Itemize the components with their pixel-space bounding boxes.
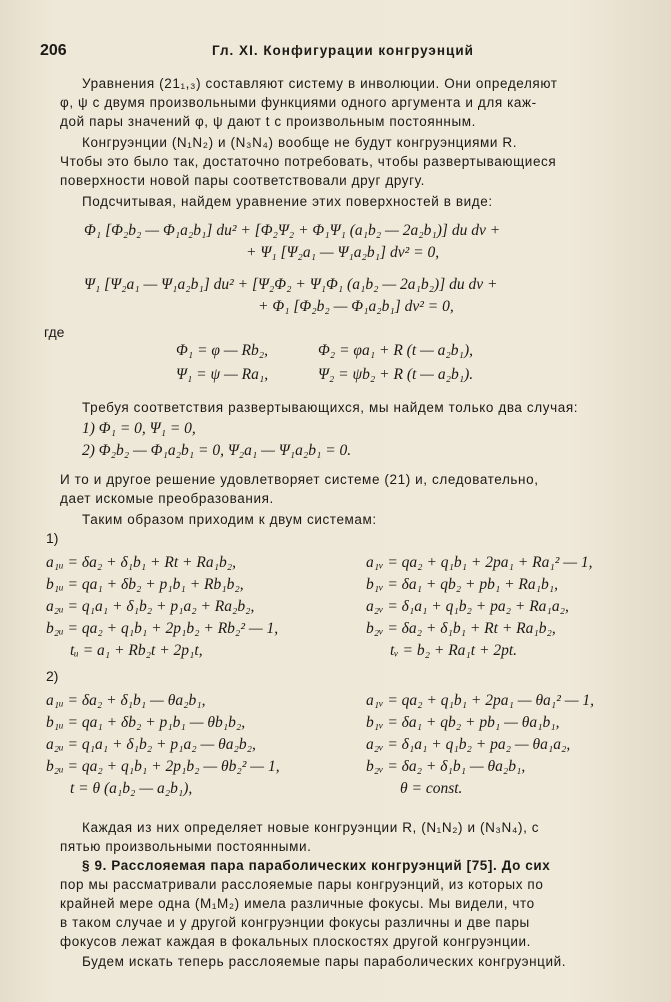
equation-line: Ψ₁ [Ψ₂a₁ — Ψ₁a₂b₁] du² + [Ψ₂Φ₂ + Ψ₁Φ₁ (a₁b₂ — 2a₁b₂)] du dv + bbox=[84, 276, 498, 293]
paragraph-two-systems bbox=[60, 510, 640, 529]
case-1: 1) Φ₁ = 0, Ψ₁ = 0, bbox=[82, 420, 196, 437]
equation-line: + Ψ₁ [Ψ₂a₁ — Ψ₁a₂b₁] dv² = 0, bbox=[246, 244, 440, 261]
system-2-right: a₂ᵥ = δ₁a₁ + q₁b₂ + pa₂ — θa₁a₂, bbox=[366, 736, 571, 753]
system-1-left: b₂ᵤ = qa₂ + q₁b₁ + 2p₁b₂ + Rb₂² — 1, bbox=[46, 620, 279, 637]
text-line: Каждая из них определяет новые конгруэнции R, (N₁N₂) и (N₃N₄), с bbox=[82, 820, 540, 835]
system-1-label: 1) bbox=[46, 530, 59, 546]
system-1-right: b₁ᵥ = δa₁ + qb₂ + pb₁ + Ra₁b₁, bbox=[366, 576, 559, 593]
system-1-right: tᵥ = b₂ + Ra₁t + 2pt. bbox=[390, 642, 518, 659]
paragraph-parabolic bbox=[60, 952, 640, 971]
text-line: дой пары значений φ, ψ дают t с произвольным постоянным. bbox=[60, 114, 476, 129]
system-2-left: b₁ᵤ = qa₁ + δb₂ + p₁b₁ — θb₁b₂, bbox=[46, 714, 246, 731]
system-2-left: a₂ᵤ = q₁a₁ + δ₁b₂ + p₁a₂ — θa₂b₂, bbox=[46, 736, 256, 753]
paragraph-cases bbox=[60, 398, 640, 417]
text-line: в таком случае и у другой конгруэнции фокусы различны и две пары bbox=[60, 915, 530, 930]
text-line: поверхности новой пары соответствовали друг другу. bbox=[60, 173, 425, 188]
text-line: фокусов лежат каждая в фокальных плоскостях другой конгруэнции. bbox=[60, 934, 531, 949]
system-2-right: a₁ᵥ = qa₂ + q₁b₁ + 2pa₁ — θa₁² — 1, bbox=[366, 692, 594, 709]
system-1-left: tᵤ = a₁ + Rb₂t + 2p₁t, bbox=[70, 642, 203, 659]
page-number: 206 bbox=[40, 42, 67, 59]
text-line: Конгруэнции (N₁N₂) и (N₃N₄) вообще не будут конгруэнциями R. bbox=[82, 135, 518, 150]
system-1-left: b₁ᵤ = qa₁ + δb₂ + p₁b₁ + Rb₁b₂, bbox=[46, 576, 244, 593]
paragraph-solutions bbox=[60, 470, 640, 508]
section-heading-line: § 9. Расслояемая пара параболических конгруэнций [75]. До сих bbox=[82, 858, 551, 873]
system-2-right: b₂ᵥ = δa₂ + δ₁b₁ — θa₂b₁, bbox=[366, 758, 526, 775]
paragraph-each-defines bbox=[60, 818, 640, 856]
text-line: Будем искать теперь расслояемые пары параболических конгруэнций. bbox=[82, 954, 567, 969]
text-line: Уравнения (21₁,₃) составляют систему в инволюции. Они определяют bbox=[82, 76, 558, 91]
paragraph-counting bbox=[60, 192, 640, 211]
text-line: Таким образом приходим к двум системам: bbox=[82, 512, 377, 527]
text-line: пятью произвольными постоянными. bbox=[60, 839, 312, 854]
system-2-right: θ = const. bbox=[400, 780, 463, 797]
system-2-left: t = θ (a₁b₂ — a₂b₁), bbox=[70, 780, 193, 797]
system-1-right: a₂ᵥ = δ₁a₁ + q₁b₂ + pa₂ + Ra₁a₂, bbox=[366, 598, 569, 615]
system-2-label: 2) bbox=[46, 668, 59, 684]
where-label: где bbox=[44, 324, 65, 340]
paragraph-congruences bbox=[60, 133, 640, 190]
text-line: Подсчитывая, найдем уравнение этих поверхностей в виде: bbox=[82, 194, 493, 209]
system-1-right: b₂ᵥ = δa₂ + δ₁b₁ + Rt + Ra₁b₂, bbox=[366, 620, 556, 637]
equation-line: Φ₁ = φ — Rb₂, bbox=[176, 342, 268, 359]
text-line: пор мы рассматривали расслояемые пары конгруэнций, из которых по bbox=[60, 877, 544, 892]
text-line: крайней мере одна (M₁M₂) имела различные фокусы. Мы видели, что bbox=[60, 896, 535, 911]
equation-line: Φ₁ [Φ₂b₂ — Φ₁a₂b₁] du² + [Φ₂Ψ₂ + Φ₁Ψ₁ (a₁b₂ — 2a₂b₁)] du dv + bbox=[84, 222, 501, 239]
text-line: дает искомые преобразования. bbox=[60, 491, 274, 506]
system-1-right: a₁ᵥ = qa₂ + q₁b₁ + 2pa₁ + Ra₁² — 1, bbox=[366, 554, 593, 571]
equation-line: Φ₂ = φa₁ + R (t — a₂b₁), bbox=[318, 342, 473, 359]
text-line: Требуя соответствия развертывающихся, мы найдем только два случая: bbox=[82, 400, 579, 415]
text-line: И то и другое решение удовлетворяет системе (21) и, следовательно, bbox=[60, 472, 539, 487]
system-2-left: b₂ᵤ = qa₂ + q₁b₁ + 2p₁b₂ — θb₂² — 1, bbox=[46, 758, 280, 775]
running-header: Гл. XI. Конфигурации конгруэнций bbox=[212, 43, 474, 58]
text-line: Чтобы это было так, достаточно потребовать, чтобы развертывающиеся bbox=[60, 154, 557, 169]
paragraph-involution bbox=[60, 74, 640, 131]
system-2-left: a₁ᵤ = δa₂ + δ₁b₁ — θa₂b₁, bbox=[46, 692, 206, 709]
equation-line: + Φ₁ [Φ₂b₂ — Φ₁a₂b₁] dv² = 0, bbox=[258, 298, 454, 315]
case-2: 2) Φ₂b₂ — Φ₁a₂b₁ = 0, Ψ₂a₁ — Ψ₁a₂b₁ = 0. bbox=[82, 442, 352, 459]
section-9 bbox=[60, 856, 640, 951]
equation-line: Ψ₂ = ψb₂ + R (t — a₂b₁). bbox=[318, 366, 474, 383]
system-2-right: b₁ᵥ = δa₁ + qb₂ + pb₁ — θa₁b₁, bbox=[366, 714, 560, 731]
system-1-left: a₁ᵤ = δa₂ + δ₁b₁ + Rt + Ra₁b₂, bbox=[46, 554, 236, 571]
equation-line: Ψ₁ = ψ — Ra₁, bbox=[176, 366, 269, 383]
system-1-left: a₂ᵤ = q₁a₁ + δ₁b₂ + p₁a₂ + Ra₂b₂, bbox=[46, 598, 255, 615]
text-line: φ, ψ с двумя произвольными функциями одного аргумента и для каж- bbox=[60, 95, 537, 110]
